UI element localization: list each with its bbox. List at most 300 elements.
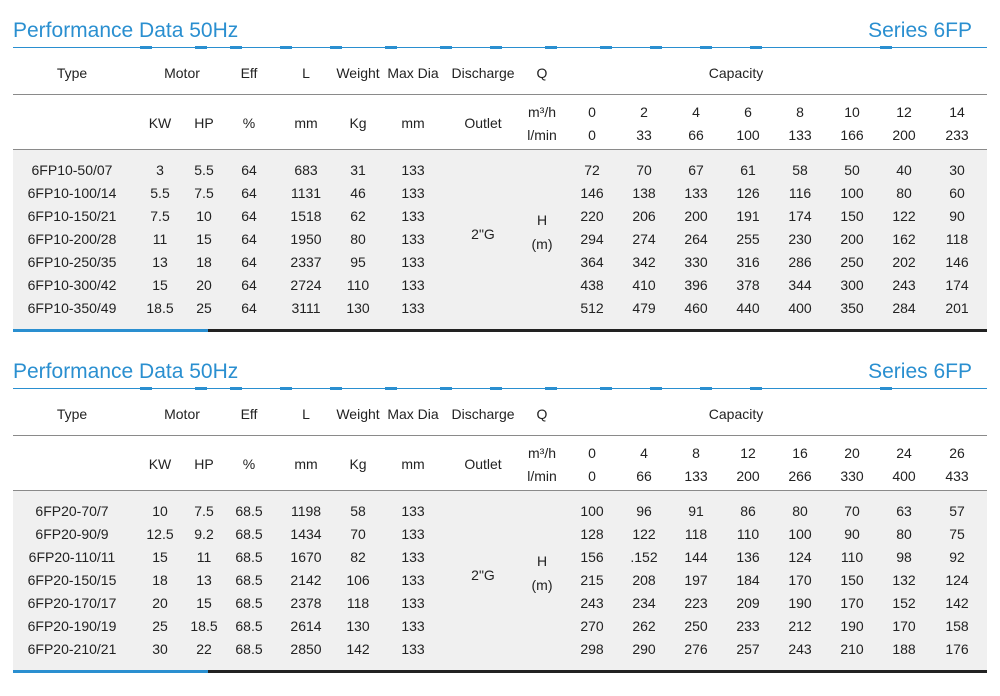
row-head-value: 162 [892,231,916,247]
row-kw: 18 [152,572,168,588]
divider-accent [330,387,342,390]
row-head-value: 86 [740,503,756,519]
divider-accent [490,46,502,49]
row-hp: 11 [196,549,212,565]
row-head-value: 264 [684,231,708,247]
row-max-dia: 133 [401,231,425,247]
unit-lmin: l/min [527,468,557,484]
row-head-value: 257 [736,641,760,657]
capacity-lmin-value: 433 [945,468,969,484]
row-weight: 46 [350,185,366,201]
unit-l: mm [294,115,318,131]
capacity-m3h-value: 12 [740,445,756,461]
row-max-dia: 133 [401,526,425,542]
row-max-dia: 133 [401,300,425,316]
row-head-value: 255 [736,231,760,247]
row-eff: 68.5 [235,526,263,542]
divider-accent [440,46,452,49]
row-hp: 22 [196,641,212,657]
divider-accent [650,387,662,390]
row-head-value: 202 [892,254,916,270]
capacity-lmin-value: 400 [892,468,916,484]
row-head-value: 512 [580,300,604,316]
row-head-value: 176 [945,641,969,657]
row-head-value: 201 [945,300,969,316]
divider-accent [195,46,207,49]
divider-accent [280,46,292,49]
row-type: 6FP10-300/42 [27,277,117,293]
row-head-value: 212 [788,618,812,634]
col-header-eff: Eff [240,65,258,81]
unit-m3h: m³/h [528,445,556,461]
row-head-value: 61 [740,162,756,178]
row-eff: 64 [241,162,257,178]
col-header-discharge: Discharge [451,65,515,81]
capacity-lmin-value: 133 [788,127,812,143]
row-head-value: 132 [892,572,916,588]
row-head-value: 60 [949,185,965,201]
capacity-lmin-value: 66 [636,468,652,484]
row-head-value: 284 [892,300,916,316]
row-length: 1670 [290,549,322,565]
row-kw: 12.5 [146,526,174,542]
row-head-value: 206 [632,208,656,224]
row-kw: 15 [152,549,168,565]
row-head-value: 174 [788,208,812,224]
row-length: 2614 [290,618,322,634]
row-kw: 7.5 [150,208,170,224]
head-label: H [536,212,548,228]
row-hp: 5.5 [194,162,214,178]
row-head-value: 300 [840,277,864,293]
capacity-m3h-value: 10 [844,104,860,120]
row-max-dia: 133 [401,549,425,565]
row-head-value: 243 [788,641,812,657]
row-eff: 68.5 [235,572,263,588]
row-head-value: 90 [844,526,860,542]
row-head-value: 290 [632,641,656,657]
row-kw: 18.5 [146,300,174,316]
row-length: 2337 [290,254,322,270]
row-head-value: 208 [632,572,656,588]
divider-accent [545,46,557,49]
row-head-value: 150 [840,572,864,588]
capacity-lmin-value: 0 [588,468,596,484]
row-head-value: 138 [632,185,656,201]
row-head-value: 126 [736,185,760,201]
row-type: 6FP20-170/17 [27,595,117,611]
capacity-m3h-value: 12 [896,104,912,120]
divider-accent [750,387,762,390]
row-head-value: 72 [584,162,600,178]
unit-kw: KW [148,456,172,472]
row-hp: 10 [196,208,212,224]
row-head-value: 67 [688,162,704,178]
row-type: 6FP10-150/21 [27,208,117,224]
row-head-value: 262 [632,618,656,634]
capacity-m3h-value: 4 [692,104,700,120]
divider-accent [700,387,712,390]
header-divider [13,435,987,436]
row-head-value: 146 [580,185,604,201]
row-weight: 58 [350,503,366,519]
row-head-value: 40 [896,162,912,178]
row-head-value: 116 [788,185,812,201]
row-eff: 64 [241,208,257,224]
row-head-value: 316 [736,254,760,270]
row-head-value: 243 [892,277,916,293]
row-head-value: 191 [736,208,760,224]
row-weight: 110 [346,277,370,293]
col-header-eff: Eff [240,406,258,422]
row-head-value: 170 [840,595,864,611]
capacity-m3h-value: 8 [692,445,700,461]
row-kw: 5.5 [150,185,170,201]
row-max-dia: 133 [401,641,425,657]
col-header-type: Type [56,406,88,422]
row-head-value: 234 [632,595,656,611]
row-head-value: 276 [684,641,708,657]
row-eff: 64 [241,277,257,293]
row-weight: 142 [346,641,370,657]
capacity-lmin-value: 200 [892,127,916,143]
row-head-value: 80 [896,185,912,201]
row-head-value: 63 [896,503,912,519]
performance-table-section [0,341,1000,674]
capacity-m3h-value: 0 [588,104,596,120]
capacity-lmin-value: 266 [788,468,812,484]
row-length: 683 [294,162,318,178]
row-head-value: 298 [580,641,604,657]
row-head-value: 230 [788,231,812,247]
row-head-value: 223 [684,595,708,611]
capacity-m3h-value: 8 [796,104,804,120]
header-divider [13,94,987,95]
col-header-q: Q [536,406,548,422]
row-head-value: 410 [632,277,656,293]
performance-table-section [0,0,1000,333]
capacity-lmin-value: 33 [636,127,652,143]
row-max-dia: 133 [401,595,425,611]
row-length: 2724 [290,277,322,293]
unit-outlet: Outlet [464,115,502,131]
unit-lmin: l/min [527,127,557,143]
unit-l: mm [294,456,318,472]
capacity-lmin-value: 166 [840,127,864,143]
row-head-value: 190 [840,618,864,634]
unit-hp: HP [194,456,214,472]
row-max-dia: 133 [401,254,425,270]
row-head-value: 152 [892,595,916,611]
row-kw: 10 [152,503,168,519]
row-head-value: 342 [632,254,656,270]
row-head-value: 274 [632,231,656,247]
outlet-value: 2"G [471,567,495,583]
divider-accent [600,46,612,49]
row-head-value: 438 [580,277,604,293]
row-head-value: 174 [945,277,969,293]
divider-accent [330,46,342,49]
row-eff: 68.5 [235,641,263,657]
unit-kw: KW [148,115,172,131]
row-head-value: 350 [840,300,864,316]
row-head-value: 110 [736,526,760,542]
row-kw: 15 [152,277,168,293]
divider-accent [280,387,292,390]
row-head-value: 100 [580,503,604,519]
row-head-value: 133 [684,185,708,201]
row-length: 2142 [290,572,322,588]
row-head-value: 209 [736,595,760,611]
row-head-value: 57 [949,503,965,519]
row-kw: 30 [152,641,168,657]
header-divider [13,149,987,150]
capacity-lmin-value: 233 [945,127,969,143]
row-hp: 7.5 [194,503,214,519]
capacity-m3h-value: 26 [949,445,965,461]
row-max-dia: 133 [401,277,425,293]
row-head-value: 98 [896,549,912,565]
row-length: 1131 [290,185,322,201]
row-eff: 64 [241,185,257,201]
row-head-value: 90 [949,208,965,224]
row-head-value: 378 [736,277,760,293]
series-label: Series 6FP [868,360,972,383]
col-header-q: Q [536,65,548,81]
capacity-m3h-value: 20 [844,445,860,461]
capacity-m3h-value: 16 [792,445,808,461]
divider-accent [490,387,502,390]
row-type: 6FP10-100/14 [27,185,117,201]
capacity-lmin-value: 200 [736,468,760,484]
row-hp: 7.5 [194,185,214,201]
row-max-dia: 133 [401,185,425,201]
unit-dia: mm [401,456,425,472]
row-weight: 62 [350,208,366,224]
capacity-m3h-value: 0 [588,445,596,461]
row-kw: 25 [152,618,168,634]
row-head-value: 75 [949,526,965,542]
row-head-value: 150 [840,208,864,224]
row-head-value: 460 [684,300,708,316]
capacity-m3h-value: 2 [640,104,648,120]
row-head-value: 156 [580,549,604,565]
head-label: H [536,553,548,569]
row-weight: 130 [346,618,370,634]
col-header-capacity: Capacity [708,406,764,422]
row-head-value: 50 [844,162,860,178]
row-type: 6FP10-200/28 [27,231,117,247]
col-header-l: L [302,406,310,422]
col-header-weight: Weight [336,65,380,81]
row-head-value: 170 [788,572,812,588]
row-head-value: 136 [736,549,760,565]
row-head-value: 170 [892,618,916,634]
row-length: 3111 [291,300,321,316]
row-type: 6FP20-190/19 [27,618,117,634]
unit-weight: Kg [349,456,367,472]
row-head-value: 70 [844,503,860,519]
row-hp: 13 [196,572,212,588]
unit-dia: mm [401,115,425,131]
row-max-dia: 133 [401,503,425,519]
row-hp: 18.5 [190,618,218,634]
divider-accent [195,387,207,390]
row-length: 2850 [290,641,322,657]
row-head-value: 124 [945,572,969,588]
row-head-value: 243 [580,595,604,611]
row-eff: 68.5 [235,618,263,634]
capacity-lmin-value: 0 [588,127,596,143]
capacity-m3h-value: 4 [640,445,648,461]
row-type: 6FP20-70/7 [35,503,109,519]
row-length: 1518 [290,208,322,224]
row-kw: 3 [156,162,164,178]
row-head-value: 200 [840,231,864,247]
unit-eff: % [242,115,256,131]
col-header-type: Type [56,65,88,81]
row-weight: 70 [350,526,366,542]
unit-eff: % [242,456,256,472]
row-kw: 11 [152,231,168,247]
row-head-value: 92 [949,549,965,565]
row-kw: 13 [152,254,168,270]
divider-accent [880,46,892,49]
row-hp: 15 [196,231,212,247]
row-length: 2378 [290,595,322,611]
row-head-value: 158 [945,618,969,634]
row-head-value: 80 [896,526,912,542]
row-head-value: 400 [788,300,812,316]
head-unit: (m) [531,577,553,593]
section-title: Performance Data 50Hz [13,360,239,383]
row-head-value: 118 [945,231,969,247]
capacity-lmin-value: 66 [688,127,704,143]
capacity-m3h-value: 24 [896,445,912,461]
row-head-value: 200 [684,208,708,224]
row-head-value: 188 [892,641,916,657]
row-type: 6FP20-90/9 [35,526,109,542]
col-header-max-dia: Max Dia [387,406,439,422]
row-max-dia: 133 [401,208,425,224]
divider-accent [385,387,397,390]
row-head-value: 122 [632,526,656,542]
row-weight: 95 [350,254,366,270]
row-kw: 20 [152,595,168,611]
row-head-value: 58 [792,162,808,178]
capacity-m3h-value: 6 [744,104,752,120]
outlet-value: 2"G [471,226,495,242]
row-head-value: 96 [636,503,652,519]
row-head-value: 270 [580,618,604,634]
col-header-motor: Motor [164,406,200,422]
row-head-value: 396 [684,277,708,293]
col-header-l: L [302,65,310,81]
col-header-discharge: Discharge [451,406,515,422]
row-head-value: 122 [892,208,916,224]
row-head-value: 80 [792,503,808,519]
row-weight: 80 [350,231,366,247]
row-head-value: 190 [788,595,812,611]
row-hp: 18 [196,254,212,270]
row-head-value: 100 [788,526,812,542]
row-length: 1950 [290,231,322,247]
row-head-value: 215 [580,572,604,588]
divider-accent [140,387,152,390]
row-head-value: 220 [580,208,604,224]
divider-accent [140,46,152,49]
divider-accent [880,387,892,390]
row-head-value: 233 [736,618,760,634]
divider-accent [385,46,397,49]
row-head-value: 364 [580,254,604,270]
row-eff: 68.5 [235,549,263,565]
row-head-value: 118 [684,526,708,542]
divider-accent [650,46,662,49]
row-head-value: 286 [788,254,812,270]
series-label: Series 6FP [868,19,972,42]
divider-accent [440,387,452,390]
unit-hp: HP [194,115,214,131]
row-max-dia: 133 [401,618,425,634]
col-header-max-dia: Max Dia [387,65,439,81]
divider-accent [600,387,612,390]
row-head-value: 110 [840,549,864,565]
capacity-lmin-value: 330 [840,468,864,484]
row-hp: 9.2 [194,526,214,542]
col-header-motor: Motor [164,65,200,81]
row-head-value: 70 [636,162,652,178]
row-eff: 64 [241,254,257,270]
row-head-value: 100 [840,185,864,201]
capacity-lmin-value: 100 [736,127,760,143]
row-type: 6FP10-350/49 [27,300,117,316]
row-weight: 106 [346,572,370,588]
row-head-value: 30 [949,162,965,178]
capacity-lmin-value: 133 [684,468,708,484]
row-head-value: 344 [788,277,812,293]
row-weight: 82 [350,549,366,565]
row-head-value: 250 [840,254,864,270]
table-bottom-accent [13,329,208,332]
row-eff: 68.5 [235,503,263,519]
unit-m3h: m³/h [528,104,556,120]
row-type: 6FP20-110/11 [28,549,116,565]
row-type: 6FP20-150/15 [27,572,117,588]
divider-accent [230,387,242,390]
row-weight: 118 [346,595,370,611]
divider-accent [230,46,242,49]
row-max-dia: 133 [401,162,425,178]
row-head-value: 294 [580,231,604,247]
row-length: 1434 [290,526,322,542]
capacity-m3h-value: 14 [949,104,965,120]
row-head-value: .152 [630,549,658,565]
unit-outlet: Outlet [464,456,502,472]
row-hp: 15 [196,595,212,611]
divider-accent [750,46,762,49]
unit-weight: Kg [349,115,367,131]
row-type: 6FP10-50/07 [31,162,113,178]
header-divider [13,490,987,491]
row-head-value: 330 [684,254,708,270]
row-head-value: 210 [840,641,864,657]
row-head-value: 128 [580,526,604,542]
row-head-value: 142 [945,595,969,611]
row-hp: 25 [196,300,212,316]
col-header-weight: Weight [336,406,380,422]
col-header-capacity: Capacity [708,65,764,81]
